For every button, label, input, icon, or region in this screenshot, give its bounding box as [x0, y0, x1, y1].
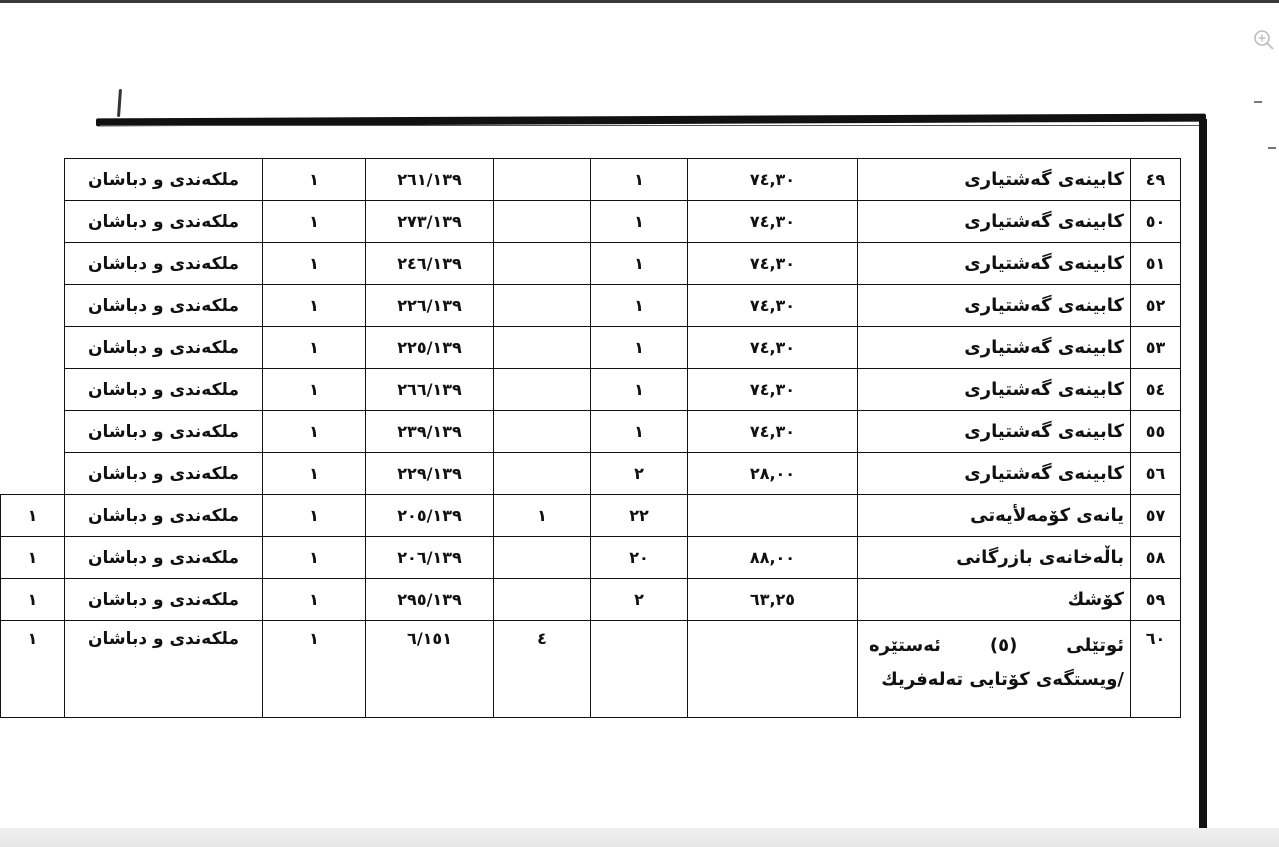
reference-cell: ٢٧٣/١٣٩ [366, 201, 494, 243]
extra-cell [494, 579, 591, 621]
table-row [1, 453, 1181, 495]
extra-cell [494, 243, 591, 285]
count-cell: ١ [591, 243, 688, 285]
reference-cell: ٢٢٥/١٣٩ [366, 327, 494, 369]
property-name: كابینەی گەشتیاری [858, 327, 1131, 369]
table-row [1, 537, 1181, 579]
last-cell [1, 159, 65, 201]
count-cell: ١ [591, 411, 688, 453]
usage-cell: ملکەندی و دباشان [65, 201, 263, 243]
area-cell: ٧٤,٣٠ [688, 285, 858, 327]
row-number: ٥٨ [1131, 537, 1181, 579]
area-cell [688, 495, 858, 537]
area-cell [688, 621, 858, 718]
usage-cell: ملکەندی و دباشان [65, 411, 263, 453]
table-row [1, 369, 1181, 411]
row-number: ٥٣ [1131, 327, 1181, 369]
property-table [0, 158, 1181, 718]
paper-fold-line [117, 89, 122, 117]
row-number: ٥٢ [1131, 285, 1181, 327]
property-name: یانەی کۆمەلأیەتی [858, 495, 1131, 537]
property-name: كابینەی گەشتیاری [858, 201, 1131, 243]
page-frame-right-border [1199, 119, 1207, 839]
quantity-cell: ١ [263, 579, 366, 621]
usage-cell: ملکەندی و دباشان [65, 285, 263, 327]
property-name [858, 621, 1131, 718]
quantity-cell: ١ [263, 411, 366, 453]
quantity-cell: ١ [263, 243, 366, 285]
extra-cell [494, 411, 591, 453]
extra-cell [494, 327, 591, 369]
count-cell: ٢٠ [591, 537, 688, 579]
reference-cell: ٢٩٥/١٣٩ [366, 579, 494, 621]
name-word: ئوتێلی [1066, 635, 1124, 656]
extra-cell [494, 201, 591, 243]
last-cell [1, 369, 65, 411]
table-row [1, 411, 1181, 453]
area-cell: ٢٨,٠٠ [688, 453, 858, 495]
last-cell [1, 285, 65, 327]
row-number: ٥٠ [1131, 201, 1181, 243]
usage-cell: ملکەندی و دباشان [65, 327, 263, 369]
area-cell: ٧٤,٣٠ [688, 411, 858, 453]
usage-cell: ملکەندی و دباشان [65, 579, 263, 621]
extra-cell: ٤ [494, 621, 591, 718]
last-cell [1, 453, 65, 495]
row-number: ٤٩ [1131, 159, 1181, 201]
extra-cell [494, 453, 591, 495]
property-name: كابینەی گەشتیاری [858, 285, 1131, 327]
area-cell: ٧٤,٣٠ [688, 243, 858, 285]
row-number: ٥٥ [1131, 411, 1181, 453]
property-name: کۆشك [858, 579, 1131, 621]
name-line-2: /ویستگەی کۆتایی تەلەفریك [881, 669, 1124, 690]
property-name: كابینەی گەشتیاری [858, 369, 1131, 411]
count-cell: ١ [591, 285, 688, 327]
property-name: كابینەی گەشتیاری [858, 453, 1131, 495]
extra-cell [494, 537, 591, 579]
count-cell: ٢ [591, 579, 688, 621]
usage-cell: ملکەندی و دباشان [65, 369, 263, 411]
table-row [1, 159, 1181, 201]
row-number: ٥٧ [1131, 495, 1181, 537]
quantity-cell: ١ [263, 327, 366, 369]
last-cell: ١ [1, 537, 65, 579]
usage-cell: ملکەندی و دباشان [65, 621, 263, 718]
reference-cell: ٢٦٦/١٣٩ [366, 369, 494, 411]
count-cell: ٢ [591, 453, 688, 495]
row-number: ٥٤ [1131, 369, 1181, 411]
table-row [1, 579, 1181, 621]
scan-mark [1254, 101, 1262, 103]
last-cell [1, 243, 65, 285]
count-cell: ١ [591, 327, 688, 369]
count-cell: ١ [591, 201, 688, 243]
reference-cell: ٦/١٥١ [366, 621, 494, 718]
reference-cell: ٢٦١/١٣٩ [366, 159, 494, 201]
quantity-cell: ١ [263, 159, 366, 201]
property-name: كابینەی گەشتیاری [858, 159, 1131, 201]
extra-cell: ١ [494, 495, 591, 537]
property-name: باڵەخانەی بازرگانی [858, 537, 1131, 579]
quantity-cell: ١ [263, 537, 366, 579]
reference-cell: ٢٠٦/١٣٩ [366, 537, 494, 579]
area-cell: ٨٨,٠٠ [688, 537, 858, 579]
area-cell: ٧٤,٣٠ [688, 327, 858, 369]
row-number: ٥٦ [1131, 453, 1181, 495]
count-cell [591, 621, 688, 718]
table-row [1, 327, 1181, 369]
usage-cell: ملکەندی و دباشان [65, 243, 263, 285]
extra-cell [494, 159, 591, 201]
area-cell: ٧٤,٣٠ [688, 201, 858, 243]
quantity-cell: ١ [263, 369, 366, 411]
row-number: ٥٩ [1131, 579, 1181, 621]
extra-cell [494, 369, 591, 411]
area-cell: ٧٤,٣٠ [688, 369, 858, 411]
quantity-cell: ١ [263, 453, 366, 495]
page-frame-inner-border [100, 125, 1200, 126]
table-row [1, 621, 1181, 718]
last-cell [1, 327, 65, 369]
property-name: كابینەی گەشتیاری [858, 411, 1131, 453]
row-number: ٦٠ [1131, 621, 1181, 718]
quantity-cell: ١ [263, 621, 366, 718]
last-cell [1, 201, 65, 243]
table-row [1, 201, 1181, 243]
count-cell: ٢٢ [591, 495, 688, 537]
reference-cell: ٢٢٩/١٣٩ [366, 453, 494, 495]
last-cell: ١ [1, 621, 65, 718]
area-cell: ٧٤,٣٠ [688, 159, 858, 201]
reference-cell: ٢٠٥/١٣٩ [366, 495, 494, 537]
quantity-cell: ١ [263, 285, 366, 327]
quantity-cell: ١ [263, 495, 366, 537]
name-word: (٥) [989, 635, 1018, 656]
usage-cell: ملکەندی و دباشان [65, 159, 263, 201]
table-row [1, 495, 1181, 537]
last-cell: ١ [1, 495, 65, 537]
table-row [1, 285, 1181, 327]
last-cell: ١ [1, 579, 65, 621]
row-number: ٥١ [1131, 243, 1181, 285]
count-cell: ١ [591, 369, 688, 411]
property-name: كابینەی گەشتیاری [858, 243, 1131, 285]
reference-cell: ٢٣٩/١٣٩ [366, 411, 494, 453]
scan-mark [1268, 147, 1276, 149]
quantity-cell: ١ [263, 201, 366, 243]
extra-cell [494, 285, 591, 327]
reference-cell: ٢٢٦/١٣٩ [366, 285, 494, 327]
table-row [1, 243, 1181, 285]
count-cell: ١ [591, 159, 688, 201]
usage-cell: ملکەندی و دباشان [65, 495, 263, 537]
zoom-in-icon[interactable] [1253, 29, 1275, 51]
name-word: ئەستێرە [869, 635, 941, 656]
usage-cell: ملکەندی و دباشان [65, 537, 263, 579]
reference-cell: ٢٤٦/١٣٩ [366, 243, 494, 285]
viewer-bottom-shade [0, 828, 1279, 847]
area-cell: ٦٣,٢٥ [688, 579, 858, 621]
last-cell [1, 411, 65, 453]
usage-cell: ملکەندی و دباشان [65, 453, 263, 495]
